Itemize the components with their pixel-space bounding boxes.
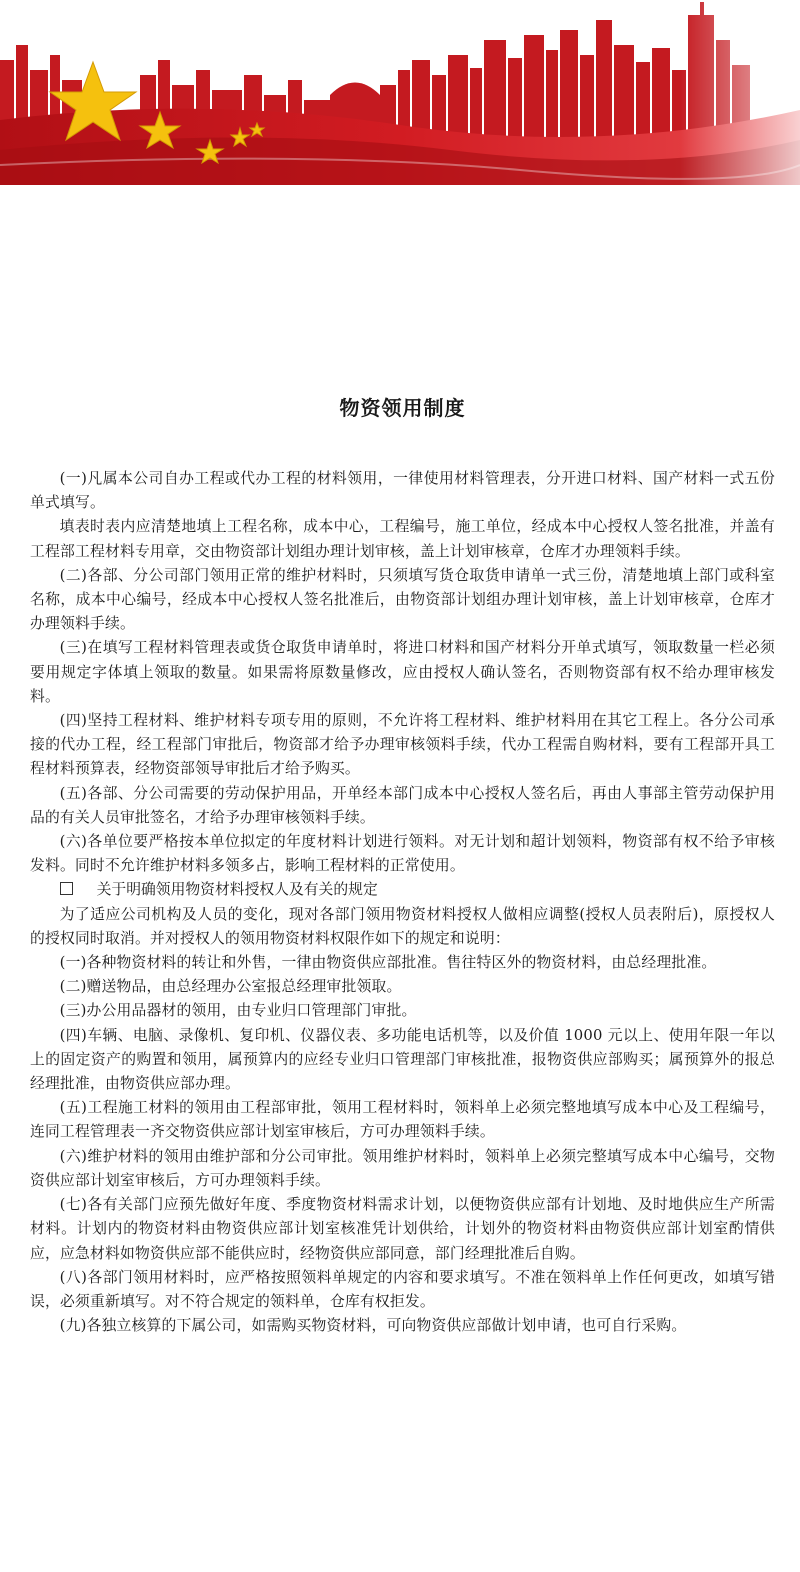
paragraph: (五)各部、分公司需要的劳动保护用品，开单经本部门成本中心授权人签名后，再由人事部主管劳动保护用品的有关人员审批签名，才给予办理审核领料手续。 bbox=[30, 784, 775, 826]
header-banner bbox=[0, 0, 800, 185]
paragraph: (四)坚持工程材料、维护材料专项专用的原则，不允许将工程材料、维护材料用在其它工程上。各分公司承接的代办工程，经工程部门审批后，物资部才给予办理审核领料手续，代办工程需自购材料，要有工程部开具工程材料预算表，经物资部领导审批后才给予购买。 bbox=[30, 712, 775, 778]
paragraph: (四)车辆、电脑、录像机、复印机、仪器仪表、多功能电话机等，以及价值 1000 元以上、使用年限一年以上的固定资产的购置和领用，属预算内的应经专业归口管理部门审核批准，报物资供应部购买；属预算外的报总经理批准，由物资供应部办理。 bbox=[30, 1026, 775, 1093]
section-heading bbox=[30, 878, 775, 902]
paragraph: (六)各单位要严格按本单位拟定的年度材料计划进行领料。对无计划和超计划领料，物资部有权不给予审核发料。同时不允许维护材料多领多占，影响工程材料的正常使用。 bbox=[30, 833, 775, 875]
paragraph: (六)维护材料的领用由维护部和分公司审批。领用维护材料时，领料单上必须完整填写成本中心编号，交物资供应部计划室审核后，方可办理领料手续。 bbox=[30, 1147, 775, 1189]
paragraph: 填表时表内应清楚地填上工程名称，成本中心，工程编号，施工单位，经成本中心授权人签名批准，并盖有工程部工程材料专用章，交由物资部计划组办理计划审核，盖上计划审核章，仓库才办理领料手续。 bbox=[30, 518, 775, 560]
paragraph: (二)各部、分公司部门领用正常的维护材料时，只须填写货仓取货申请单一式三份，清楚地填上部门或科室名称，成本中心编号，经成本中心授权人签名批准后，由物资部计划组办理计划审核，盖上计划审核章，仓库才办理领料手续。 bbox=[30, 566, 775, 633]
document-title: 物资领用制度 bbox=[339, 396, 466, 420]
paragraph: (八)各部门领用材料时，应严格按照领料单规定的内容和要求填写。不准在领料单上作任何更改，如填写错误，必须重新填写。对不符合规定的领料单，仓库有权拒发。 bbox=[30, 1268, 775, 1310]
paragraph: (三)在填写工程材料管理表或货仓取货申请单时，将进口材料和国产材料分开单式填写，领取数量一栏必须要用规定字体填上领取的数量。如果需将原数量修改，应由授权人确认签名，否则物资部有权不给办理审核发料。 bbox=[30, 639, 775, 705]
checkbox-square-icon bbox=[60, 882, 73, 895]
paragraph: (九)各独立核算的下属公司，如需购买物资材料，可向物资供应部做计划申请，也可自行采购。 bbox=[59, 1317, 687, 1335]
paragraph: (一)各种物资材料的转让和外售，一律由物资供应部批准。售往特区外的物资材料，由总经理批准。 bbox=[59, 954, 717, 972]
paragraph: (一)凡属本公司自办工程或代办工程的材料领用，一律使用材料管理表，分开进口材料、国产材料一式五份单式填写。 bbox=[30, 470, 775, 512]
paragraph: (二)赠送物品，由总经理办公室报总经理审批领取。 bbox=[59, 978, 402, 996]
city-skyline-banner-graphic bbox=[0, 0, 800, 185]
paragraph: 为了适应公司机构及人员的变化，现对各部门领用物资材料授权人做相应调整(授权人员表附后)，原授权人的授权同时取消。并对授权人的领用物资材料权限作如下的规定和说明： bbox=[30, 905, 775, 947]
paragraph: (五)工程施工材料的领用由工程部审批，领用工程材料时，领料单上必须完整地填写成本中心及工程编号，连同工程管理表一齐交物资供应部计划室审核后，方可办理领料手续。 bbox=[30, 1099, 775, 1141]
section-heading-text: 关于明确领用物资材料授权人及有关的规定 bbox=[96, 881, 378, 899]
paragraph: (七)各有关部门应预先做好年度、季度物资材料需求计划，以便物资供应部有计划地、及时地供应生产所需材料。计划内的物资材料由物资供应部计划室核准凭计划供给，计划外的物资材料由物资供应部计划室酌情供应，应急材料如物资供应部不能供应时，经物资供应部同意，部门经理批准后自购。 bbox=[30, 1196, 775, 1262]
document-body bbox=[30, 392, 775, 1338]
paragraph: (三)办公用品器材的领用，由专业归口管理部门审批。 bbox=[59, 1002, 417, 1020]
